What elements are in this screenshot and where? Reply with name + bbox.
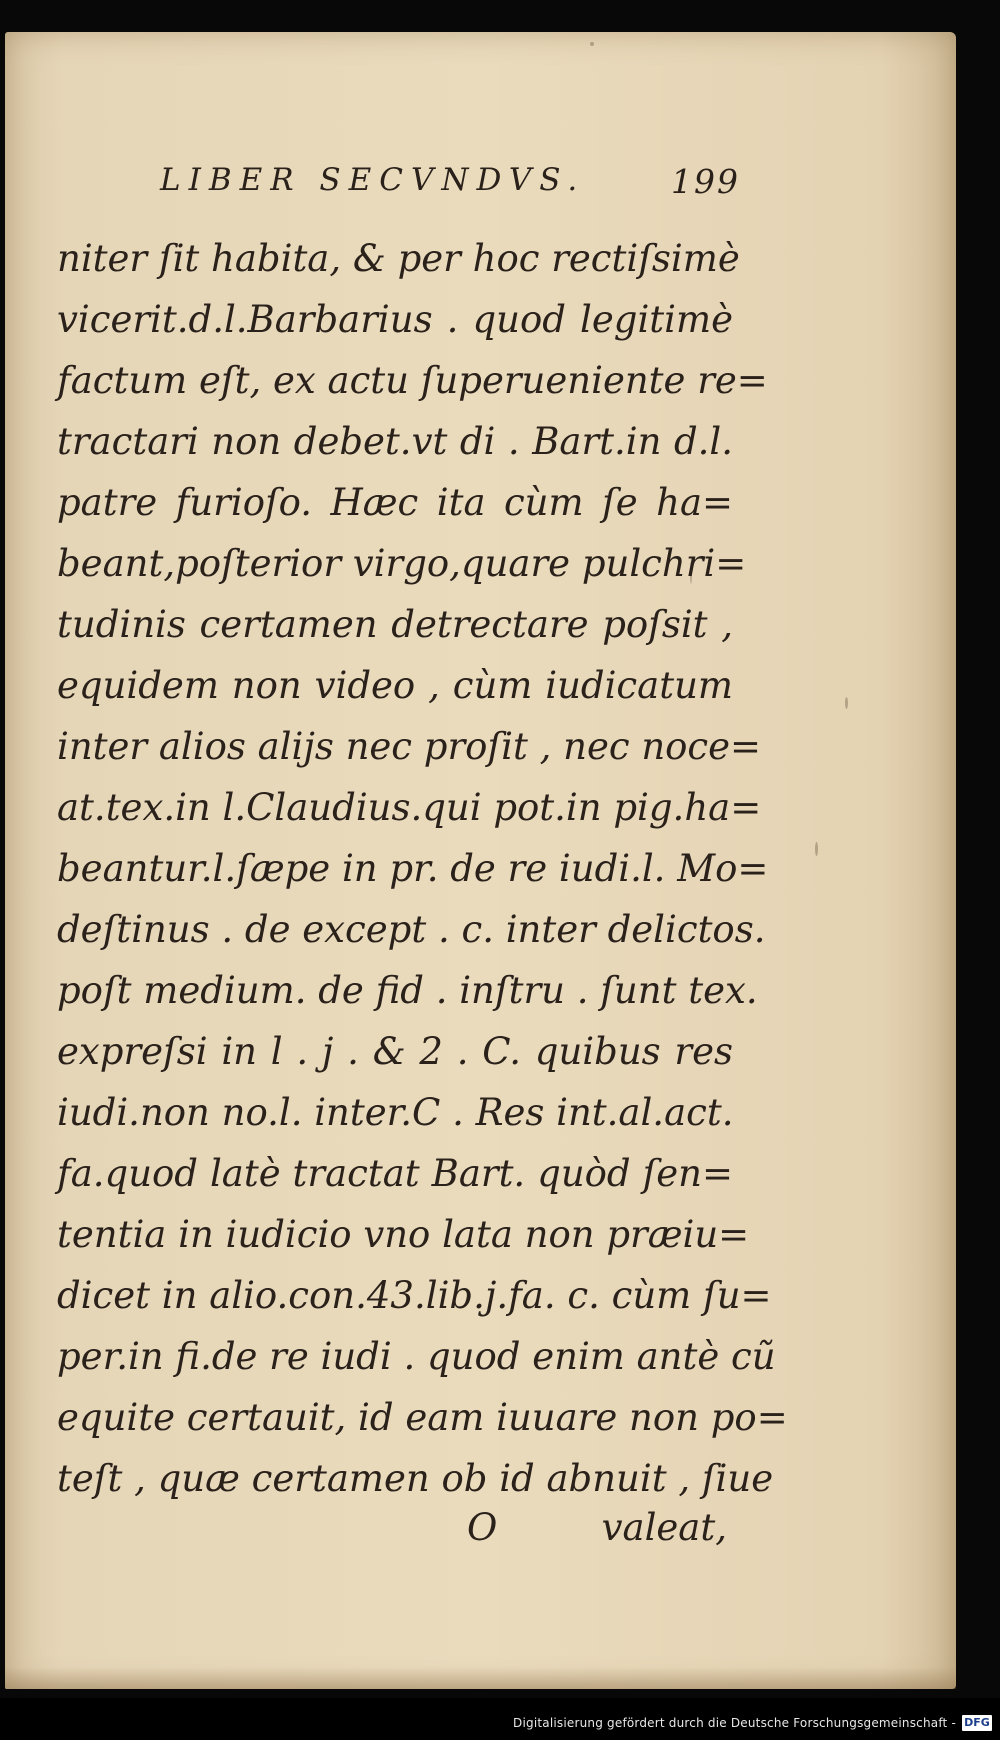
catchline [467, 1506, 727, 1556]
page-number: 199 [671, 162, 740, 201]
footer-bar [0, 1698, 1000, 1740]
text-line: fa.quod latè tractat Bart. quòd ſen= [57, 1152, 733, 1195]
paper-speck [815, 842, 818, 856]
text-line: tentia in iudicio vno lata non præiu= [57, 1213, 750, 1256]
text-line: iudi.non no.l. inter.C . Res int.al.act. [57, 1091, 734, 1134]
running-head: LIBER SECVNDVS. [160, 162, 586, 198]
text-line: equidem non video , cùm iudicatum [57, 664, 733, 707]
text-line: inter alios alijs nec proſit , nec noce= [57, 725, 762, 768]
text-line: beant,poſterior virgo,quare pulchri= [57, 542, 747, 585]
text-line: at.tex.in l.Claudius.qui pot.in pig.ha= [57, 786, 762, 829]
text-line: tractari non debet.vt di . Bart.in d.l. [57, 420, 733, 463]
catchword: valeat, [601, 1506, 727, 1549]
text-line: tudinis certamen detrectare poſsit , [57, 603, 733, 646]
text-line: deſtinus . de except . c. inter delictos. [57, 908, 766, 951]
paper-speck [590, 42, 594, 46]
signature-mark: O [467, 1506, 498, 1549]
page-edge-shadow [5, 1667, 956, 1689]
page-header [160, 162, 740, 212]
text-line: teſt , quæ certamen ob id abnuit , ſiue [57, 1457, 774, 1500]
text-line: dicet in alio.con.43.lib.j.fa. c. cùm ſu= [57, 1274, 772, 1317]
paper-speck [845, 697, 848, 709]
text-line: beantur.l.ſæpe in pr. de re iudi.l. Mo= [57, 847, 769, 890]
text-line: vicerit.d.l.Barbarius . quod legitimè [57, 298, 733, 341]
text-line: patre furioſo. Hæc ita cùm ſe ha= [57, 481, 733, 524]
text-line: factum eſt, ex actu ſuperueniente re= [57, 359, 768, 402]
funding-credit: Digitalisierung gefördert durch die Deutsche Forschungsgemeinschaft - [513, 1716, 956, 1730]
text-line: per.in fi.de re iudi . quod enim antè cũ [57, 1335, 776, 1378]
text-line: expreſsi in l . j . & 2 . C. quibus res [57, 1030, 733, 1073]
text-line: niter ſit habita, & per hoc rectiſsimè [57, 237, 740, 280]
dfg-logo: DFG [962, 1715, 992, 1731]
text-line: equite certauit, id eam iuuare non po= [57, 1396, 788, 1439]
book-page [5, 32, 956, 1689]
body-text [57, 228, 788, 1509]
text-line: poſt medium. de fid . inſtru . ſunt tex. [57, 969, 758, 1012]
